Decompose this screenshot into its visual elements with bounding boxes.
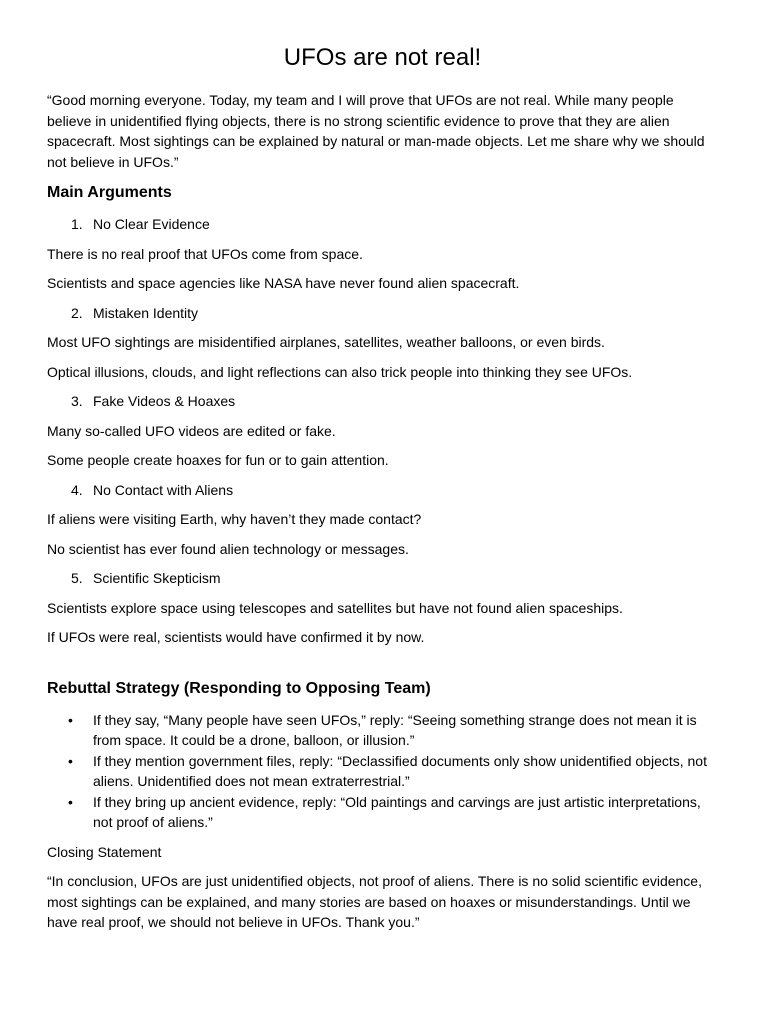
argument-point: Most UFO sightings are misidentified airplanes, satellites, weather balloons, or even birds. (47, 334, 605, 350)
rebuttal-heading: Rebuttal Strategy (Responding to Opposing Team) (47, 679, 431, 697)
argument-label: 2. Mistaken Identity (71, 304, 199, 321)
rebuttal-item: • If they bring up ancient evidence, reply: “Old paintings and carvings are just artistic interpretations, not proof of aliens.” (68, 793, 701, 830)
argument-4 (47, 480, 718, 560)
argument-label: 3. Fake Videos & Hoaxes (71, 393, 236, 409)
arguments-list (47, 214, 718, 648)
argument-label: 4. No Contact with Aliens (71, 481, 234, 498)
closing-paragraph: “In conclusion, UFOs are just unidentified objects, not proof of aliens. There is no solid scientific evidence, most sightings can be explained, and many stories are based on hoaxes or misunderstandings. Until we have real proof, we should not believe in UFOs. Thank you.” (47, 873, 702, 930)
rebuttal-list (47, 710, 718, 833)
bullet-icon: • (68, 752, 73, 769)
argument-point: Scientists explore space using telescopes and satellites but have not found alien spaceships. (47, 599, 623, 616)
main-arguments-heading: Main Arguments (47, 184, 172, 201)
bullet-icon: • (68, 793, 73, 810)
argument-label: 1. No Clear Evidence (71, 216, 210, 232)
argument-1 (47, 214, 718, 294)
argument-point: Scientists and space agencies like NASA have never found alien spacecraft. (47, 275, 520, 291)
argument-5 (47, 568, 718, 648)
argument-point: Optical illusions, clouds, and light reflections can also trick people into thinking they see UFOs. (47, 363, 633, 380)
argument-point: Many so-called UFO videos are edited or fake. (47, 422, 336, 439)
argument-point: Some people create hoaxes for fun or to gain attention. (47, 452, 389, 468)
argument-point: There is no real proof that UFOs come from space. (47, 245, 363, 262)
argument-point: If UFOs were real, scientists would have confirmed it by now. (47, 629, 425, 645)
argument-label: 5. Scientific Skepticism (71, 570, 221, 586)
argument-3 (47, 391, 718, 471)
intro-paragraph: “Good morning everyone. Today, my team and I will prove that UFOs are not real. While many people believe in unidentified flying objects, there is no strong scientific evidence to prove that they are alien spacecraft. Most sightings can be explained by natural or man-made objects. Let me share why we should not believe in UFOs.” (47, 92, 705, 170)
document-title: UFOs are not real! (283, 44, 482, 71)
section-spacer (47, 657, 718, 678)
bullet-icon: • (68, 711, 73, 728)
argument-point: If aliens were visiting Earth, why haven’t they made contact? (47, 511, 422, 527)
argument-2 (47, 303, 718, 383)
argument-point: No scientist has ever found alien technology or messages. (47, 540, 409, 557)
rebuttal-item: • If they say, “Many people have seen UFOs,” reply: “Seeing something strange does not mean it is from space. It could be a drone, balloon, or illusion.” (68, 711, 697, 748)
rebuttal-item: • If they mention government files, reply: “Declassified documents only show unidentified objects, not aliens. Unidentified does not mean extraterrestrial.” (68, 752, 707, 789)
closing-heading: Closing Statement (47, 843, 162, 860)
